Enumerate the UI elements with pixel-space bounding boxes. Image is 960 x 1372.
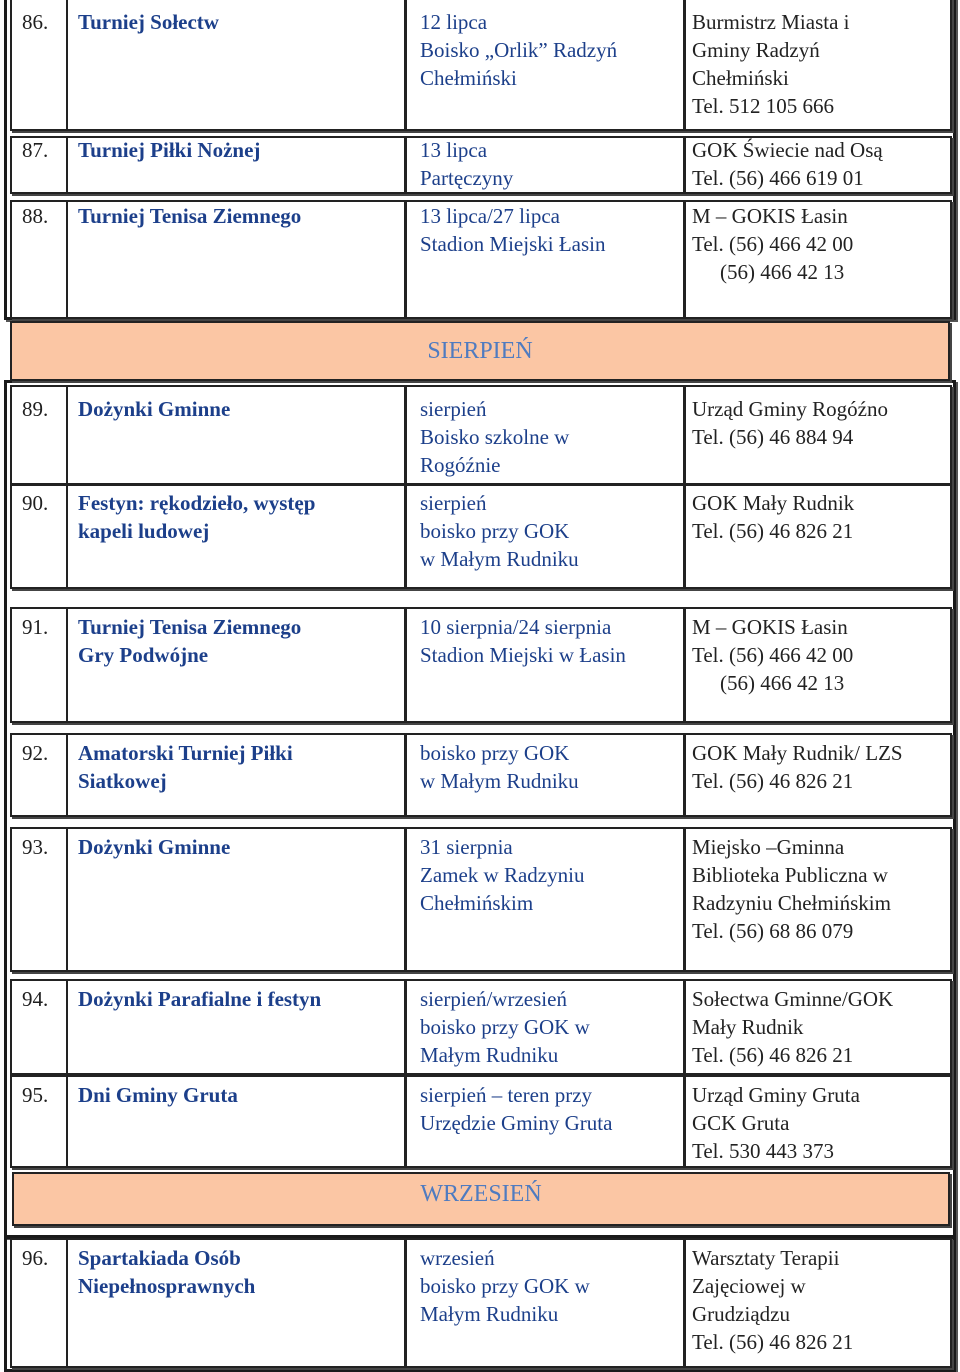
row-number: 89. [22, 397, 49, 421]
date-place-line: Chełmiński [420, 66, 517, 90]
row-number: 87. [22, 138, 49, 162]
organizer-line: GOK Mały Rudnik/ LZS [692, 741, 903, 765]
organizer-line: Grudziądzu [692, 1302, 790, 1326]
event-title-line: Siatkowej [78, 769, 167, 793]
organizer-line: Tel. (56) 466 42 00 [692, 643, 854, 667]
event-title-line: Dożynki Parafialne i festyn [78, 987, 322, 1011]
date-place-line: Małym Rudniku [420, 1302, 559, 1326]
event-title-line: Amatorski Turniej Piłki [78, 741, 293, 765]
date-place-line: Boisko „Orlik” Radzyń [420, 38, 618, 62]
organizer-line: Warsztaty Terapii [692, 1246, 840, 1270]
date-place-line: 13 lipca/27 lipca [420, 204, 560, 228]
organizer-line: Chełmiński [692, 66, 789, 90]
organizer-line: Urząd Gminy Gruta [692, 1083, 860, 1107]
organizer-line: Burmistrz Miasta i [692, 10, 850, 34]
date-place-line: Zamek w Radzyniu [420, 863, 585, 887]
date-place-line: Stadion Miejski Łasin [420, 232, 606, 256]
organizer-line: Sołectwa Gminne/GOK [692, 987, 894, 1011]
date-place-line: 31 sierpnia [420, 835, 513, 859]
row-number: 95. [22, 1083, 49, 1107]
organizer-line: Tel. 512 105 666 [692, 94, 835, 118]
organizer-line: Tel. (56) 46 884 94 [692, 425, 854, 449]
event-title-line: Turniej Tenisa Ziemnego [78, 615, 302, 639]
row-number: 88. [22, 204, 49, 228]
date-place-line: boisko przy GOK w [420, 1015, 590, 1039]
month-label: SIERPIEŃ [427, 338, 533, 364]
event-title-line: Turniej Sołectw [78, 10, 219, 34]
event-title-line: Gry Podwójne [78, 643, 209, 667]
date-place-line: Rogóźnie [420, 453, 501, 477]
date-place-line: sierpień [420, 491, 487, 515]
row-number: 93. [22, 835, 49, 859]
date-place-line: wrzesień [420, 1246, 495, 1270]
row-number: 96. [22, 1246, 49, 1270]
month-header-sierpien [10, 321, 950, 381]
event-title-line: kapeli ludowej [78, 519, 210, 543]
date-place-line: 12 lipca [420, 10, 488, 34]
organizer-line: Tel. (56) 46 826 21 [692, 1043, 854, 1067]
date-place-line: Boisko szkolne w [420, 425, 570, 449]
row-number: 91. [22, 615, 49, 639]
event-title-line: Dożynki Gminne [78, 397, 231, 421]
event-title-line: Spartakiada Osób [78, 1246, 241, 1270]
row-number: 92. [22, 741, 49, 765]
month-label: WRZESIEŃ [420, 1181, 542, 1207]
organizer-line: Tel. (56) 466 42 00 [692, 232, 854, 256]
organizer-line: Mały Rudnik [692, 1015, 804, 1039]
date-place-line: boisko przy GOK w [420, 1274, 590, 1298]
date-place-line: Małym Rudniku [420, 1043, 559, 1067]
row-number: 94. [22, 987, 49, 1011]
event-title-line: Turniej Piłki Nożnej [78, 138, 261, 162]
organizer-line: Zajęciowej w [692, 1274, 806, 1298]
date-place-line: w Małym Rudniku [420, 547, 579, 571]
date-place-line: Partęczyny [420, 166, 514, 190]
date-place-line: sierpień – teren przy [420, 1083, 593, 1107]
organizer-line: Biblioteka Publiczna w [692, 863, 888, 887]
date-place-line: boisko przy GOK [420, 741, 570, 765]
date-place-line: Chełmińskim [420, 891, 534, 915]
date-place-line: 13 lipca [420, 138, 488, 162]
organizer-line: Urząd Gminy Rogóźno [692, 397, 888, 421]
month-header-wrzesien [12, 1172, 950, 1226]
event-title-line: Dni Gminy Gruta [78, 1083, 238, 1107]
event-title-line: Turniej Tenisa Ziemnego [78, 204, 302, 228]
organizer-line: Tel. 530 443 373 [692, 1139, 835, 1163]
row-number: 86. [22, 10, 49, 34]
organizer-line: (56) 466 42 13 [720, 671, 845, 695]
date-place-line: sierpień [420, 397, 487, 421]
organizer-line: Miejsko –Gminna [692, 835, 845, 859]
organizer-line: M – GOKIS Łasin [692, 615, 848, 639]
date-place-line: 10 sierpnia/24 sierpnia [420, 615, 612, 639]
organizer-line: M – GOKIS Łasin [692, 204, 848, 228]
organizer-line: GCK Gruta [692, 1111, 790, 1135]
date-place-line: boisko przy GOK [420, 519, 570, 543]
organizer-line: Tel. (56) 46 826 21 [692, 769, 854, 793]
organizer-line: GOK Mały Rudnik [692, 491, 855, 515]
organizer-line: GOK Świecie nad Osą [692, 138, 883, 162]
organizer-line: Radzyniu Chełmińskim [692, 891, 891, 915]
date-place-line: sierpień/wrzesień [420, 987, 567, 1011]
row-number: 90. [22, 491, 49, 515]
date-place-line: Urzędzie Gminy Gruta [420, 1111, 613, 1135]
organizer-line: Gminy Radzyń [692, 38, 820, 62]
organizer-line: Tel. (56) 466 619 01 [692, 166, 864, 190]
event-title-line: Dożynki Gminne [78, 835, 231, 859]
organizer-line: Tel. (56) 68 86 079 [692, 919, 854, 943]
event-title-line: Festyn: rękodzieło, występ [78, 491, 316, 515]
event-title-line: Niepełnosprawnych [78, 1274, 256, 1298]
date-place-line: Stadion Miejski w Łasin [420, 643, 626, 667]
organizer-line: Tel. (56) 46 826 21 [692, 1330, 854, 1354]
organizer-line: (56) 466 42 13 [720, 260, 845, 284]
organizer-line: Tel. (56) 46 826 21 [692, 519, 854, 543]
date-place-line: w Małym Rudniku [420, 769, 579, 793]
